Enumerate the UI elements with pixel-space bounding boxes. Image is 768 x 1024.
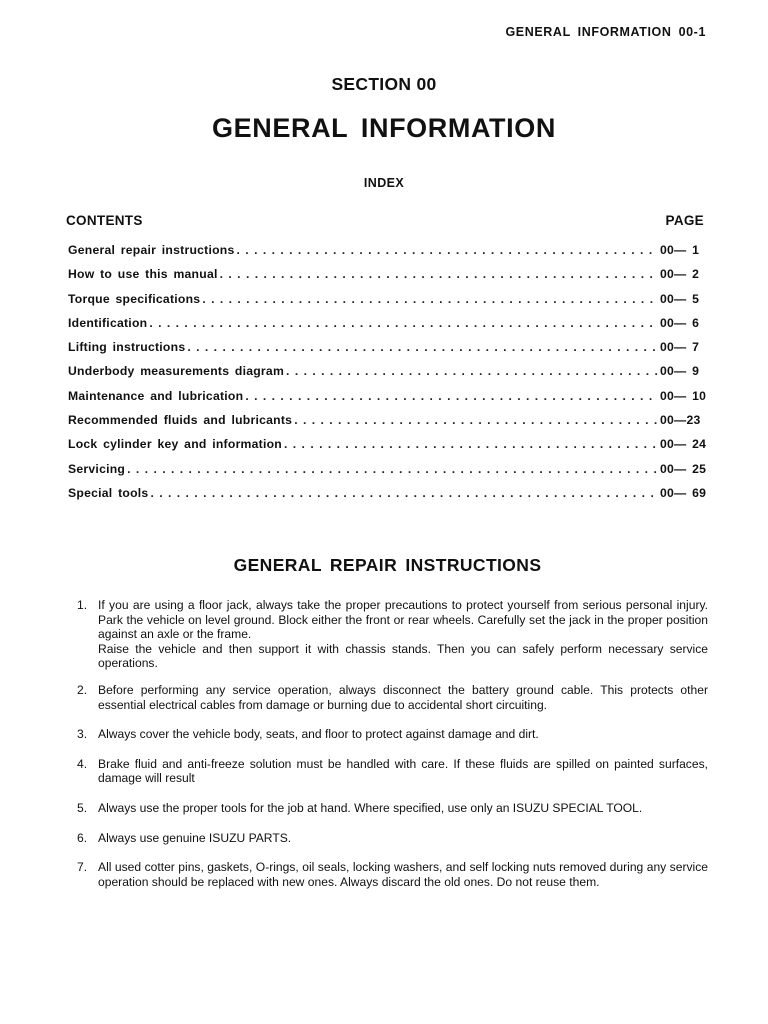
- toc-entry-title: Identification: [68, 315, 148, 330]
- toc-entry[interactable]: [68, 437, 708, 461]
- instruction-item: [77, 801, 708, 816]
- dot-leader: [202, 292, 658, 306]
- instruction-item: [77, 860, 708, 889]
- instruction-text: All used cotter pins, gaskets, O-rings, oil seals, locking washers, and self locking nuts removed during any service operation should be replaced with new ones. Always discard the old ones. Do not reuse them.: [98, 860, 708, 889]
- toc-entry-page: 00— 2: [660, 267, 700, 282]
- toc-entry-page: 00— 6: [660, 315, 700, 330]
- dot-leader: [220, 267, 658, 281]
- dot-leader: [284, 437, 658, 451]
- toc-entry[interactable]: [68, 486, 708, 510]
- section-heading: GENERAL REPAIR INSTRUCTIONS: [233, 555, 542, 575]
- page-column-heading: PAGE: [665, 213, 704, 228]
- dot-leader: [187, 340, 658, 354]
- instruction-text: If you are using a floor jack, always take the proper precautions to protect yourself from serious personal injury. Park the vehicle on level ground. Block either the front or rear wheels. Carefully set the jack in the proper position against an axle or the frame.: [98, 598, 708, 642]
- dot-leader: [127, 462, 658, 476]
- toc-entry-page: 00— 1: [660, 243, 700, 257]
- instruction-text: Brake fluid and anti-freeze solution must be handled with care. If these fluids are spilled on painted surfaces, damage will result: [98, 756, 708, 786]
- toc-entry-page: 00— 25: [660, 461, 707, 476]
- dot-leader: [237, 243, 658, 257]
- toc-entry-title: How to use this manual: [68, 267, 218, 282]
- toc-entry[interactable]: [68, 267, 708, 291]
- section-label: SECTION 00: [331, 74, 437, 94]
- toc-entry[interactable]: [68, 316, 708, 340]
- toc-entry-page: 00— 10: [660, 388, 707, 403]
- instruction-text: Always use the proper tools for the job at hand. Where specified, use only an ISUZU SPECIAL TOOL.: [98, 800, 643, 815]
- dot-leader: [149, 316, 658, 330]
- toc-entry-title: Recommended fluids and lubricants: [68, 413, 293, 428]
- instruction-number: 6.: [77, 830, 88, 845]
- toc-entry[interactable]: [68, 413, 708, 437]
- toc-entry-page: 00— 9: [660, 364, 700, 379]
- instruction-number: 4.: [77, 756, 88, 771]
- toc-entry[interactable]: [68, 389, 708, 413]
- instruction-list: [77, 598, 708, 889]
- toc-entry-title: Lock cylinder key and information: [68, 437, 283, 452]
- toc-entry-title: Servicing: [68, 461, 126, 476]
- instruction-text: Raise the vehicle and then support it with chassis stands. Then you can safely perform necessary service operations.: [98, 641, 708, 671]
- instruction-item: [77, 831, 708, 846]
- instruction-number: 1.: [77, 598, 88, 612]
- toc-entry[interactable]: [68, 340, 708, 364]
- toc-entry[interactable]: [68, 462, 708, 486]
- toc-entry[interactable]: [68, 292, 708, 316]
- instruction-number: 5.: [77, 800, 88, 815]
- instruction-item: [77, 757, 708, 786]
- toc-entry[interactable]: [68, 243, 708, 267]
- contents-heading: CONTENTS: [66, 213, 143, 228]
- instruction-text: Always cover the vehicle body, seats, and floor to protect against damage and dirt.: [98, 727, 539, 742]
- running-header: GENERAL INFORMATION 00-1: [505, 25, 706, 39]
- toc-entry-page: 00— 5: [660, 291, 700, 306]
- toc-entry-page: 00— 69: [660, 485, 707, 500]
- dot-leader: [294, 413, 658, 427]
- toc-entry-page: 00—23: [660, 413, 701, 428]
- toc-entry-title: Maintenance and lubrication: [68, 388, 244, 403]
- instruction-number: 7.: [77, 860, 88, 875]
- instruction-text: Before performing any service operation, always disconnect the battery ground cable. This protects other essential electrical cables from damage or burning due to accidental short circuiting.: [98, 682, 708, 712]
- dot-leader: [286, 364, 658, 378]
- toc-entry-title: Underbody measurements diagram: [68, 364, 285, 379]
- page-title: GENERAL INFORMATION: [212, 113, 556, 143]
- toc-entry-page: 00— 24: [660, 437, 707, 452]
- instruction-item: [77, 683, 708, 712]
- instruction-text: Always use genuine ISUZU PARTS.: [98, 830, 292, 845]
- toc-entry-page: 00— 7: [660, 340, 700, 355]
- dot-leader: [150, 486, 658, 500]
- instruction-item: [77, 598, 708, 671]
- toc-entry-title: Torque specifications: [68, 291, 201, 306]
- index-label: INDEX: [363, 176, 405, 190]
- dot-leader: [245, 389, 658, 403]
- table-of-contents: [68, 243, 708, 510]
- instruction-number: 3.: [77, 727, 88, 742]
- instruction-item: [77, 727, 708, 742]
- instruction-number: 2.: [77, 682, 88, 697]
- toc-entry-title: Lifting instructions: [68, 340, 186, 355]
- toc-entry[interactable]: [68, 364, 708, 388]
- toc-entry-title: Special tools: [68, 485, 149, 500]
- toc-entry-title: General repair instructions: [68, 243, 235, 257]
